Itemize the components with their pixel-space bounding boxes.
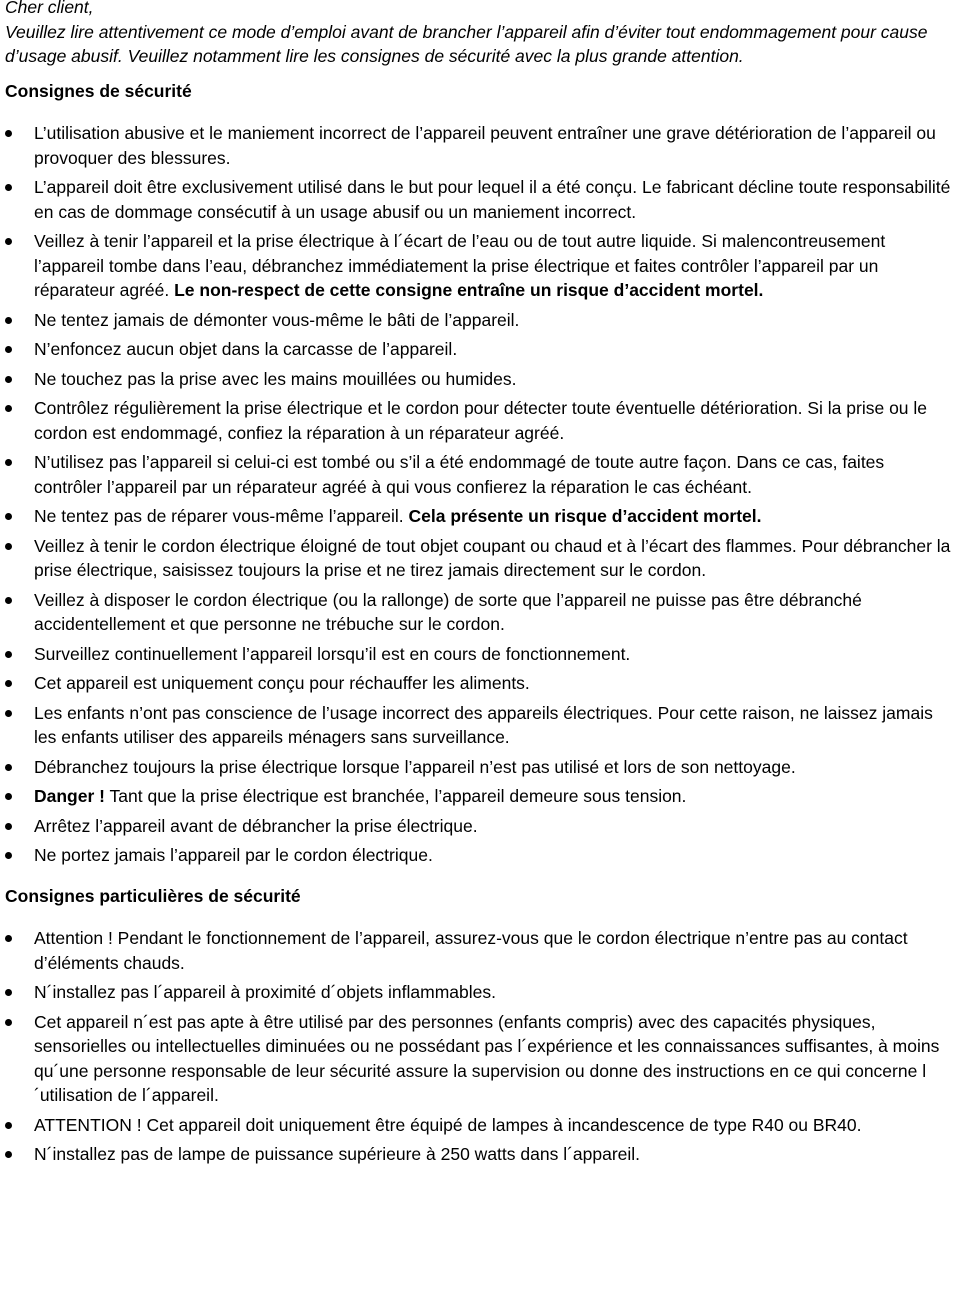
special-list xyxy=(5,926,954,1167)
bullet-icon xyxy=(5,346,12,353)
bullet-icon xyxy=(5,184,12,191)
list-item xyxy=(5,980,954,1005)
item-text: N´installez pas l´appareil à proximité d´objets inflammables. xyxy=(34,982,496,1002)
item-text: Ne tentez jamais de démonter vous-même le bâti de l’appareil. xyxy=(34,309,520,330)
bold-text: Danger ! xyxy=(34,786,105,806)
greeting: Cher client, xyxy=(5,0,94,17)
item-text: Veillez à disposer le cordon électrique (ou la rallonge) de sorte que l’appareil ne puisse pas être débranché accidentellement et que personne ne trébuche sur le cordon. xyxy=(34,589,862,634)
intro-text: Veuillez lire attentivement ce mode d’emploi avant de brancher l’appareil afin d’éviter tout endommagement pour cause d’usage abusif. Veuillez notamment lire les consignes de sécurité avec la plus grande attention. xyxy=(5,21,928,66)
list-item xyxy=(5,843,954,868)
list-item xyxy=(5,701,954,750)
list-item xyxy=(5,784,954,809)
list-item xyxy=(5,588,954,637)
item-text: Ne tentez pas de réparer vous-même l’appareil. xyxy=(34,506,409,526)
item-text: L’appareil doit être exclusivement utilisé dans le but pour lequel il a été conçu. Le fabricant décline toute responsabilité en cas de dommage consécutif à un usage abusif ou un maniement incorrect. xyxy=(34,177,951,222)
bullet-icon xyxy=(5,130,12,137)
list-item xyxy=(5,308,954,333)
bullet-icon xyxy=(5,238,12,245)
list-item xyxy=(5,814,954,839)
item-text: Ne portez jamais l’appareil par le cordon électrique. xyxy=(34,845,433,865)
item-text: Cet appareil n´est pas apte à être utilisé par des personnes (enfants compris) avec des capacités physiques, sensorielles ou intellectuelles diminuées ou ne possédant pas l´expérience et les connaissances suffisantes, à moins qu´une personne responsable de leur sécurité assure la supervision ou donne des instructions en ce qui concerne l´utilisation de l´appareil. xyxy=(34,1011,940,1105)
item-text: L’utilisation abusive et le maniement incorrect de l’appareil peuvent entraîner une grave détérioration de l’appareil ou provoquer des blessures. xyxy=(34,123,936,168)
item-text: ATTENTION ! Cet appareil doit uniquement être équipé de lampes à incandescence de type R40 ou BR40. xyxy=(34,1114,862,1135)
list-item xyxy=(5,450,954,499)
item-text: Contrôlez régulièrement la prise électrique et le cordon pour détecter toute éventuelle détérioration. Si la prise ou le cordon est endommagé, confiez la réparation à un réparateur agréé. xyxy=(34,398,928,443)
item-text: N’enfoncez aucun objet dans la carcasse de l’appareil. xyxy=(34,339,458,359)
bullet-icon xyxy=(5,513,12,520)
list-item xyxy=(5,671,954,696)
list-item xyxy=(5,504,954,529)
bullet-icon xyxy=(5,651,12,658)
bullet-icon xyxy=(5,680,12,687)
list-item xyxy=(5,755,954,780)
bullet-icon xyxy=(5,935,12,942)
list-item xyxy=(5,337,954,362)
item-text: Débranchez toujours la prise électrique lorsque l’appareil n’est pas utilisé et lors de son nettoyage. xyxy=(34,756,796,777)
item-text: Veillez à tenir le cordon électrique éloigné de tout objet coupant ou chaud et à l’écart des flammes. Pour débrancher la prise électrique, saisissez toujours la prise et ne tirez jamais directement sur le cordon. xyxy=(34,535,951,580)
item-text: Tant que la prise électrique est branchée, l’appareil demeure sous tension. xyxy=(104,786,687,806)
item-text: Les enfants n’ont pas conscience de l’usage incorrect des appareils électriques. Pour cette raison, ne laissez jamais les enfants utiliser des appareils ménagers sans surveillance. xyxy=(34,702,933,747)
list-item xyxy=(5,229,954,303)
item-text: Veillez à tenir l’appareil et la prise électrique à l´écart de l’eau ou de tout autre liquide. Si malencontreusement l’appareil tombe dans l’eau, débranchez immédiatement la prise électrique et faites contrôler l’appareil par un réparateur agréé. xyxy=(34,231,886,300)
list-item xyxy=(5,367,954,392)
bullet-icon xyxy=(5,597,12,604)
bullet-icon xyxy=(5,459,12,466)
bullet-icon xyxy=(5,793,12,800)
bullet-icon xyxy=(5,989,12,996)
item-text: Cet appareil est uniquement conçu pour réchauffer les aliments. xyxy=(34,673,530,693)
bullet-icon xyxy=(5,1151,12,1158)
list-item xyxy=(5,1142,954,1167)
list-item xyxy=(5,926,954,975)
special-heading: Consignes particulières de sécurité xyxy=(5,885,301,906)
item-text: Arrêtez l’appareil avant de débrancher la prise électrique. xyxy=(34,815,478,836)
bullet-icon xyxy=(5,317,12,324)
list-item xyxy=(5,534,954,583)
bullet-icon xyxy=(5,852,12,859)
bullet-icon xyxy=(5,376,12,383)
bullet-icon xyxy=(5,543,12,550)
list-item xyxy=(5,1113,954,1138)
intro xyxy=(5,0,954,69)
bullet-icon xyxy=(5,1019,12,1026)
bold-text: Le non-respect de cette consigne entraîne un risque d’accident mortel. xyxy=(174,280,764,300)
item-text: N’utilisez pas l’appareil si celui-ci est tombé ou s’il a été endommagé de toute autre façon. Dans ce cas, faites contrôler l’appareil par un réparateur agréé à qui vous confierez la réparation le cas échéant. xyxy=(34,452,885,497)
safety-heading: Consignes de sécurité xyxy=(5,80,192,101)
item-text: N´installez pas de lampe de puissance supérieure à 250 watts dans l´appareil. xyxy=(34,1144,641,1164)
list-item xyxy=(5,1010,954,1108)
bullet-icon xyxy=(5,405,12,412)
item-text: Ne touchez pas la prise avec les mains mouillées ou humides. xyxy=(34,368,517,389)
list-item xyxy=(5,121,954,170)
item-text: Surveillez continuellement l’appareil lorsqu’il est en cours de fonctionnement. xyxy=(34,643,631,664)
list-item xyxy=(5,175,954,224)
bullet-icon xyxy=(5,1122,12,1129)
bullet-icon xyxy=(5,764,12,771)
safety-list xyxy=(5,121,954,868)
list-item xyxy=(5,642,954,667)
bold-text: Cela présente un risque d’accident mortel. xyxy=(408,506,762,526)
item-text: Attention ! Pendant le fonctionnement de l’appareil, assurez-vous que le cordon électrique n’entre pas au contact d’éléments chauds. xyxy=(34,928,908,973)
bullet-icon xyxy=(5,823,12,830)
bullet-icon xyxy=(5,710,12,717)
list-item xyxy=(5,396,954,445)
